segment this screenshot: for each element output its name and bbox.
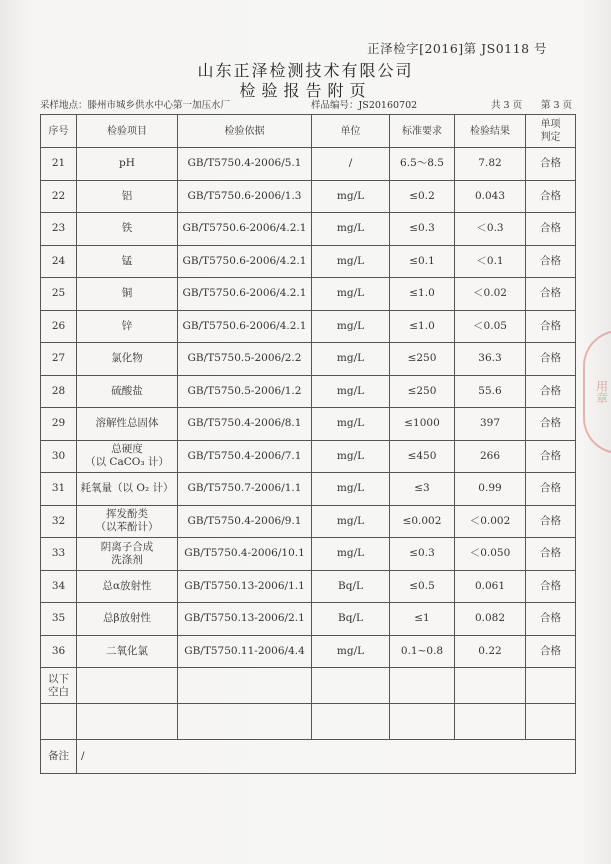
blank-cell — [312, 704, 390, 740]
table-cell: 6.5～8.5 — [390, 148, 455, 181]
table-cell: mg/L — [312, 440, 390, 473]
sampling-site: 采样地点：滕州市城乡供水中心第一加压水厂 — [40, 100, 231, 111]
table-cell: 35 — [41, 603, 77, 636]
table-cell: 33 — [41, 538, 77, 571]
table-cell: 合格 — [526, 603, 576, 636]
table-cell: 0.043 — [455, 180, 526, 213]
table-cell: 合格 — [526, 343, 576, 376]
table-cell: 0.061 — [455, 570, 526, 603]
table-row — [41, 148, 576, 181]
table-cell: Bq/L — [312, 570, 390, 603]
table-cell: 24 — [41, 245, 77, 278]
table-cell: 0.99 — [455, 473, 526, 506]
table-row — [41, 440, 576, 473]
table-cell: 合格 — [526, 570, 576, 603]
blank-cell — [41, 704, 77, 740]
table-cell: 7.82 — [455, 148, 526, 181]
table-cell: ≤0.3 — [390, 538, 455, 571]
table-cell: 397 — [455, 408, 526, 441]
table-cell: pH — [77, 148, 178, 181]
table-cell: GB/T5750.5-2006/1.2 — [178, 375, 312, 408]
table-row — [41, 570, 576, 603]
table-cell: 合格 — [526, 245, 576, 278]
table-cell: 铝 — [77, 180, 178, 213]
table-cell: 合格 — [526, 148, 576, 181]
table-cell: 锌 — [77, 310, 178, 343]
blank-cell — [455, 704, 526, 740]
table-header-row — [41, 115, 576, 148]
note-row — [41, 740, 576, 774]
note-value: / — [77, 740, 576, 774]
table-cell: 合格 — [526, 505, 576, 538]
header-cell: 单项 判定 — [526, 115, 576, 148]
table-cell: GB/T5750.4-2006/8.1 — [178, 408, 312, 441]
table-cell: 合格 — [526, 408, 576, 441]
header-cell: 检验依据 — [178, 115, 312, 148]
table-cell: ≤250 — [390, 343, 455, 376]
table-cell: 合格 — [526, 278, 576, 311]
table-row — [41, 278, 576, 311]
header-cell: 检验项目 — [77, 115, 178, 148]
table-cell: 合格 — [526, 538, 576, 571]
table-cell: ≤1 — [390, 603, 455, 636]
red-seal-stamp: 用章 — [583, 330, 611, 454]
blank-cell — [455, 668, 526, 704]
table-row — [41, 505, 576, 538]
table-cell: 氯化物 — [77, 343, 178, 376]
header-cell: 检验结果 — [455, 115, 526, 148]
table-cell: mg/L — [312, 245, 390, 278]
table-cell: mg/L — [312, 473, 390, 506]
blank-cell — [526, 668, 576, 704]
header-cell: 标准要求 — [390, 115, 455, 148]
table-cell: mg/L — [312, 375, 390, 408]
table-cell: mg/L — [312, 538, 390, 571]
table-cell: ≤1000 — [390, 408, 455, 441]
table-cell: ≤450 — [390, 440, 455, 473]
table-cell: GB/T5750.6-2006/4.2.1 — [178, 213, 312, 246]
page-number: 第 3 页 — [541, 100, 573, 111]
table-cell: ＜0.02 — [455, 278, 526, 311]
table-cell: 挥发酚类 （以苯酚计） — [77, 505, 178, 538]
blank-cell — [390, 668, 455, 704]
blank-cell — [390, 704, 455, 740]
table-row — [41, 408, 576, 441]
table-cell: GB/T5750.13-2006/1.1 — [178, 570, 312, 603]
table-cell: 总β放射性 — [77, 603, 178, 636]
table-cell: / — [312, 148, 390, 181]
table-cell: GB/T5750.6-2006/4.2.1 — [178, 245, 312, 278]
table-cell: GB/T5750.5-2006/2.2 — [178, 343, 312, 376]
table-cell: 阴离子合成 洗涤剂 — [77, 538, 178, 571]
results-table — [40, 114, 576, 774]
table-cell: 22 — [41, 180, 77, 213]
blank-cell — [77, 668, 178, 704]
table-cell: 铁 — [77, 213, 178, 246]
blank-cell — [178, 668, 312, 704]
table-row — [41, 310, 576, 343]
header-cell: 序号 — [41, 115, 77, 148]
table-cell: mg/L — [312, 505, 390, 538]
table-cell: 0.1~0.8 — [390, 635, 455, 668]
table-cell: 合格 — [526, 473, 576, 506]
table-cell: 34 — [41, 570, 77, 603]
sample-number: 样品编号：JS20160702 — [311, 100, 418, 111]
table-cell: GB/T5750.11-2006/4.4 — [178, 635, 312, 668]
table-cell: 28 — [41, 375, 77, 408]
table-cell: 总硬度 （以 CaCO₃ 计） — [77, 440, 178, 473]
header-cell: 单位 — [312, 115, 390, 148]
blank-row — [41, 704, 576, 740]
table-body — [41, 148, 576, 774]
table-cell: mg/L — [312, 278, 390, 311]
table-cell: ＜0.050 — [455, 538, 526, 571]
report-title: 检验报告附页 — [239, 81, 372, 100]
table-cell: ≤1.0 — [390, 278, 455, 311]
table-cell: 31 — [41, 473, 77, 506]
table-cell: ≤1.0 — [390, 310, 455, 343]
table-cell: 21 — [41, 148, 77, 181]
table-cell: 硫酸盐 — [77, 375, 178, 408]
table-cell: 铜 — [77, 278, 178, 311]
table-cell: mg/L — [312, 213, 390, 246]
table-cell: 合格 — [526, 635, 576, 668]
table-cell: 266 — [455, 440, 526, 473]
table-cell: 二氧化氯 — [77, 635, 178, 668]
table-cell: mg/L — [312, 343, 390, 376]
table-cell: 25 — [41, 278, 77, 311]
table-row — [41, 635, 576, 668]
table-cell: ≤0.002 — [390, 505, 455, 538]
report-number: 正泽检字[2016]第 JS0118 号 — [367, 41, 547, 56]
table-cell: ＜0.002 — [455, 505, 526, 538]
blank-row — [41, 668, 576, 704]
blank-cell — [77, 704, 178, 740]
table-cell: 0.22 — [455, 635, 526, 668]
table-cell: 27 — [41, 343, 77, 376]
table-cell: 合格 — [526, 213, 576, 246]
table-row — [41, 375, 576, 408]
table-cell: 锰 — [77, 245, 178, 278]
table-cell: ≤0.3 — [390, 213, 455, 246]
table-cell: ＜0.1 — [455, 245, 526, 278]
table-cell: 55.6 — [455, 375, 526, 408]
table-cell: 溶解性总固体 — [77, 408, 178, 441]
table-row — [41, 245, 576, 278]
total-pages: 共 3 页 — [491, 100, 523, 111]
table-cell: mg/L — [312, 408, 390, 441]
table-row — [41, 213, 576, 246]
table-cell: 32 — [41, 505, 77, 538]
table-cell: mg/L — [312, 180, 390, 213]
table-row — [41, 343, 576, 376]
table-cell: GB/T5750.6-2006/4.2.1 — [178, 278, 312, 311]
table-cell: ≤0.5 — [390, 570, 455, 603]
blank-cell — [312, 668, 390, 704]
table-cell: ≤0.1 — [390, 245, 455, 278]
table-cell: ＜0.05 — [455, 310, 526, 343]
table-cell: mg/L — [312, 310, 390, 343]
table-cell: ＜0.3 — [455, 213, 526, 246]
blank-cell: 以下 空白 — [41, 668, 77, 704]
table-cell: 耗氧量（以 O₂ 计） — [77, 473, 178, 506]
blank-cell — [526, 704, 576, 740]
table-cell: 0.082 — [455, 603, 526, 636]
table-cell: GB/T5750.7-2006/1.1 — [178, 473, 312, 506]
table-cell: 合格 — [526, 310, 576, 343]
blank-cell — [178, 704, 312, 740]
note-label: 备注 — [41, 740, 77, 774]
table-cell: mg/L — [312, 635, 390, 668]
table-cell: GB/T5750.4-2006/9.1 — [178, 505, 312, 538]
table-cell: 合格 — [526, 180, 576, 213]
table-cell: 26 — [41, 310, 77, 343]
table-cell: 30 — [41, 440, 77, 473]
table-cell: 23 — [41, 213, 77, 246]
table-cell: 合格 — [526, 440, 576, 473]
table-row — [41, 180, 576, 213]
table-cell: 合格 — [526, 375, 576, 408]
table-cell: GB/T5750.6-2006/1.3 — [178, 180, 312, 213]
table-cell: Bq/L — [312, 603, 390, 636]
table-cell: GB/T5750.4-2006/7.1 — [178, 440, 312, 473]
table-cell: 29 — [41, 408, 77, 441]
table-row — [41, 473, 576, 506]
table-cell: GB/T5750.4-2006/5.1 — [178, 148, 312, 181]
table-cell: 36 — [41, 635, 77, 668]
table-cell: 36.3 — [455, 343, 526, 376]
table-cell: ≤3 — [390, 473, 455, 506]
table-cell: GB/T5750.6-2006/4.2.1 — [178, 310, 312, 343]
table-row — [41, 538, 576, 571]
table-cell: ≤250 — [390, 375, 455, 408]
table-cell: 总α放射性 — [77, 570, 178, 603]
table-cell: ≤0.2 — [390, 180, 455, 213]
table-row — [41, 603, 576, 636]
table-cell: GB/T5750.4-2006/10.1 — [178, 538, 312, 571]
company-name: 山东正泽检测技术有限公司 — [197, 61, 414, 80]
table-cell: GB/T5750.13-2006/2.1 — [178, 603, 312, 636]
